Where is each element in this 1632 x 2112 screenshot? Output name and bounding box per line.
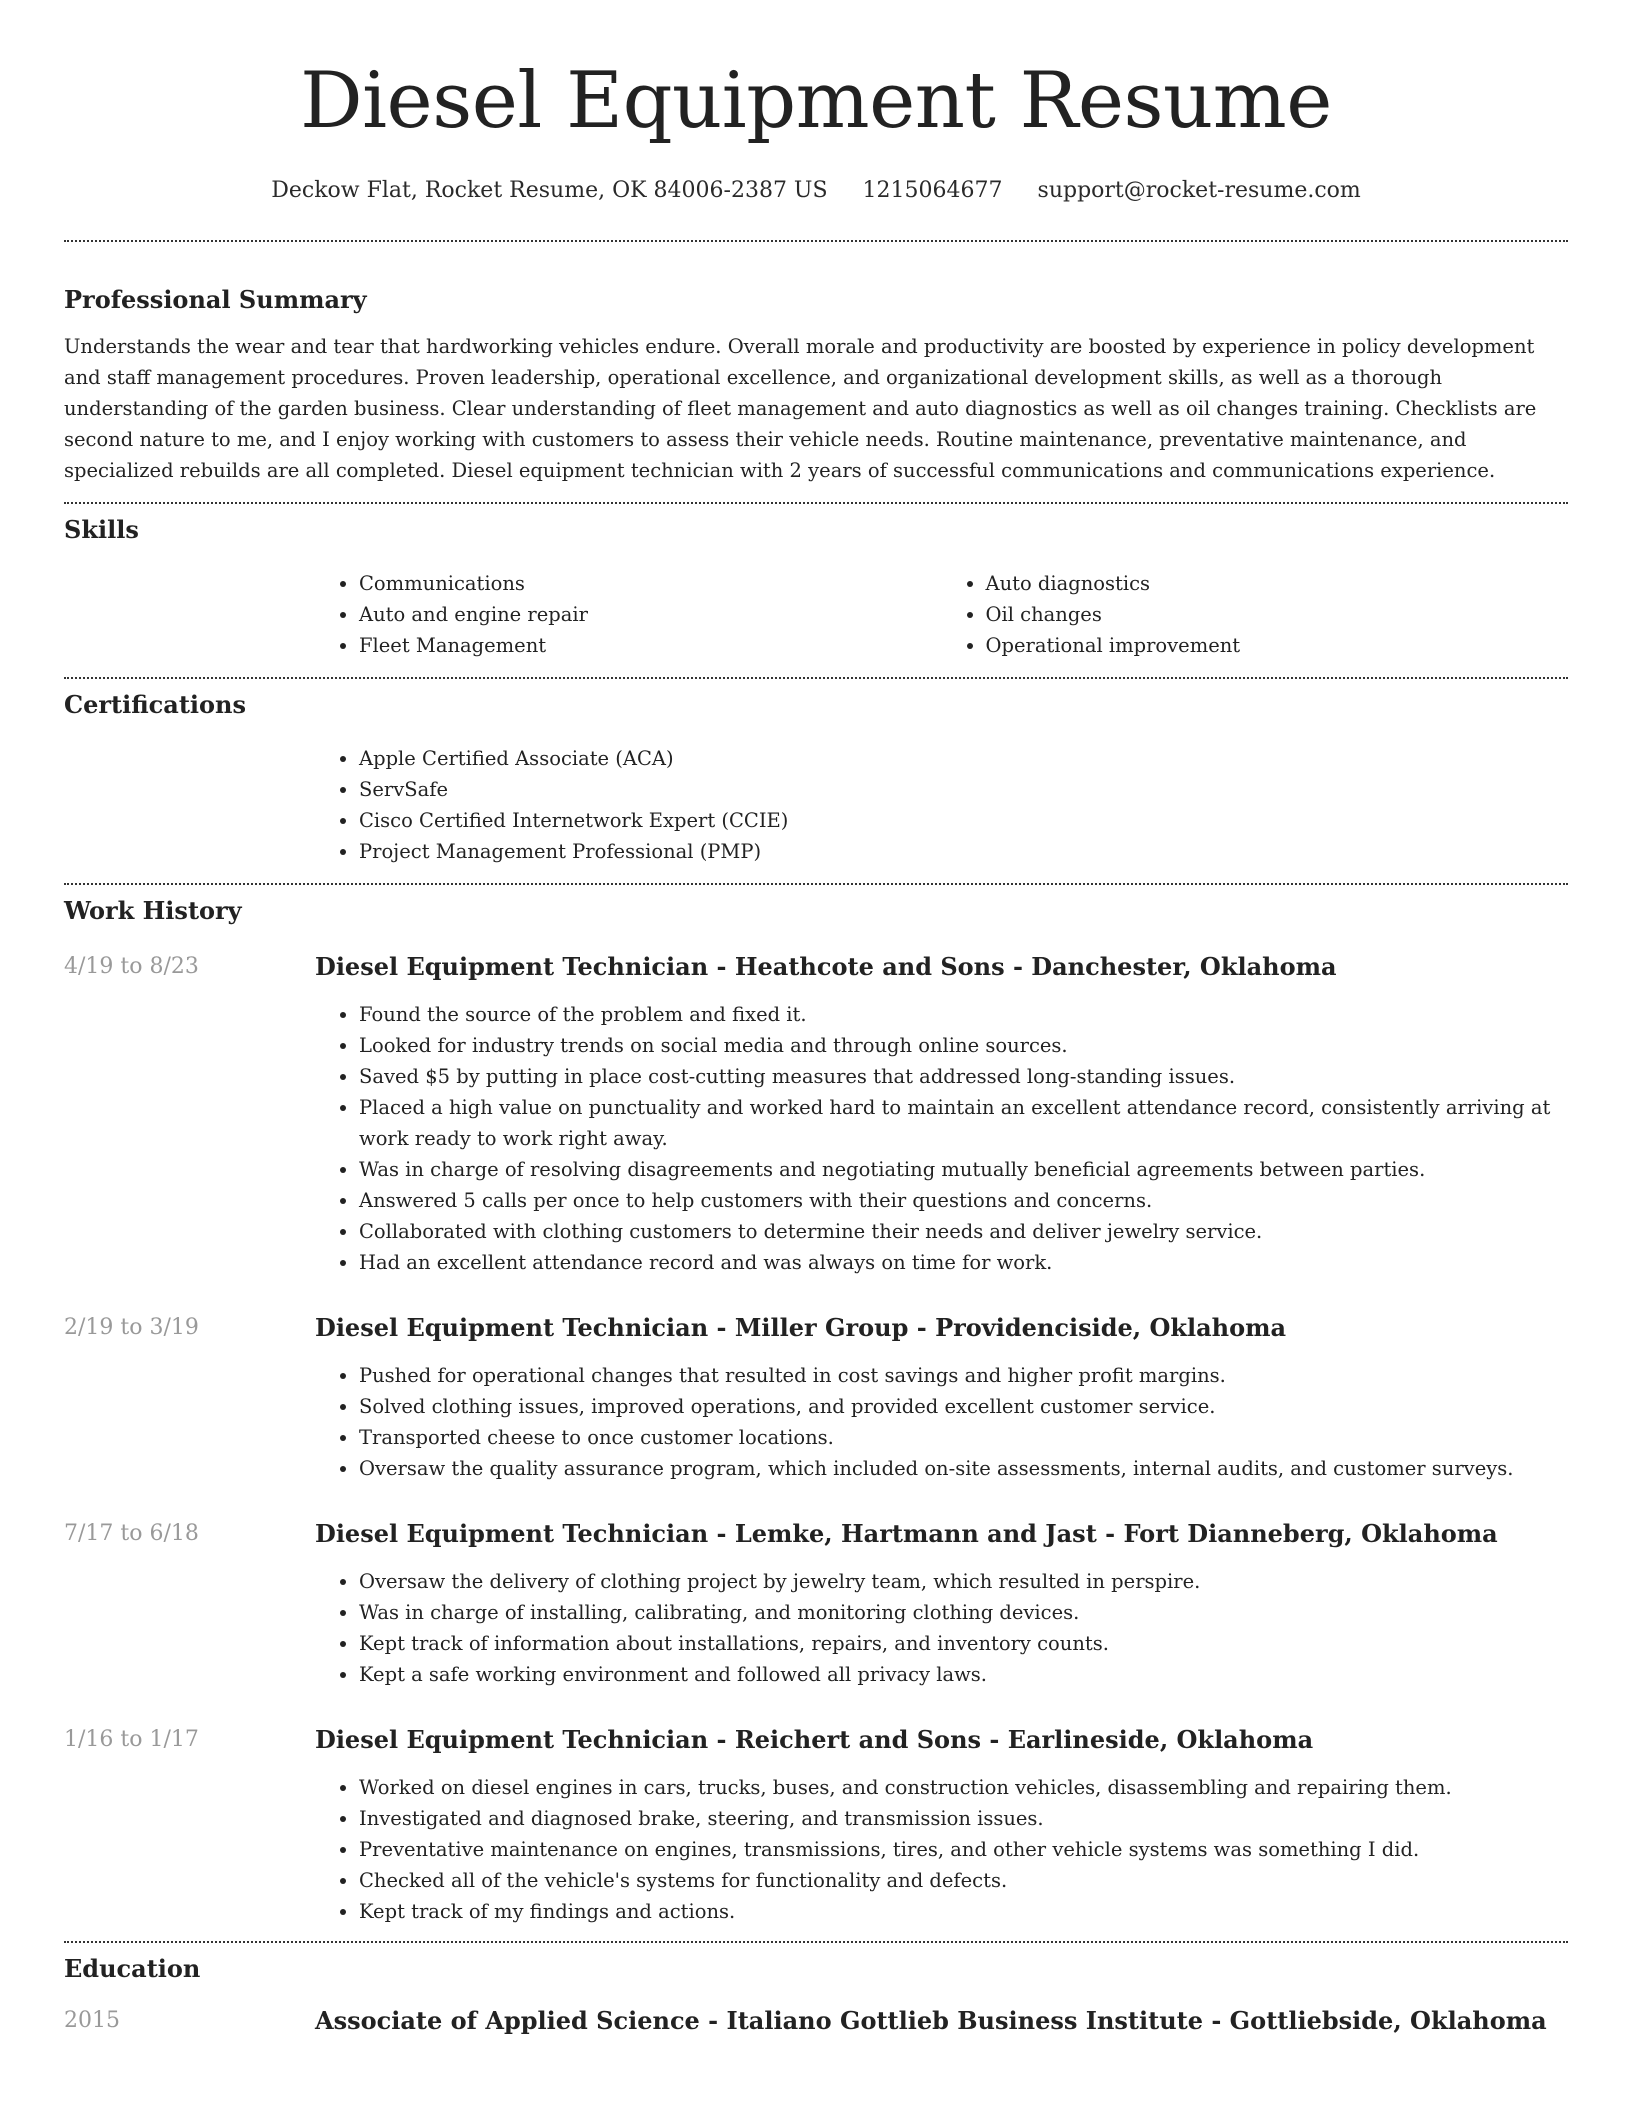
- divider: [64, 502, 1568, 504]
- job-bullet: • Placed a high value on punctuality and worked hard to maintain an excellent attendance record, consistently arriving at work ready to work right away.: [359, 1092, 1568, 1154]
- section-title-skills: Skills: [64, 515, 139, 544]
- job-bullet: • Kept a safe working environment and followed all privacy laws.: [359, 1659, 1568, 1690]
- divider: [64, 1941, 1568, 1943]
- job-bullet: • Oversaw the delivery of clothing project by jewelry team, which resulted in perspire.: [359, 1566, 1568, 1597]
- job-entry: [64, 1724, 1568, 1927]
- job-bullets: [315, 1566, 1568, 1690]
- job-bullet: • Answered 5 calls per once to help customers with their questions and concerns.: [359, 1185, 1568, 1216]
- contact-email: support@rocket-resume.com: [1037, 178, 1361, 203]
- job-bullet: • Looked for industry trends on social media and through online sources.: [359, 1030, 1568, 1061]
- skill-item: • Auto diagnostics: [986, 568, 1569, 599]
- job-bullets: [315, 999, 1568, 1278]
- education-entry: [64, 2005, 1568, 2037]
- job-bullet: • Kept track of information about installations, repairs, and inventory counts.: [359, 1628, 1568, 1659]
- section-title-certifications: Certifications: [64, 690, 247, 719]
- job-bullet: • Had an excellent attendance record and was always on time for work.: [359, 1247, 1568, 1278]
- skill-item: • Operational improvement: [986, 630, 1569, 661]
- job-dates: 4/19 to 8/23: [64, 954, 199, 979]
- certification-item: • Project Management Professional (PMP): [359, 836, 1568, 867]
- job-bullets: [315, 1360, 1568, 1484]
- certification-item: • Apple Certified Associate (ACA): [359, 743, 1568, 774]
- divider: [64, 883, 1568, 885]
- resume-page: [64, 0, 1568, 2037]
- job-bullet: • Was in charge of installing, calibrating, and monitoring clothing devices.: [359, 1597, 1568, 1628]
- job-entry: [64, 951, 1568, 1278]
- job-dates: 2/19 to 3/19: [64, 1315, 199, 1340]
- certification-item: • Cisco Certified Internetwork Expert (CCIE): [359, 805, 1568, 836]
- contact-address: Deckow Flat, Rocket Resume, OK 84006-2387 US: [271, 178, 828, 203]
- resume-title: Diesel Equipment Resume: [300, 56, 1332, 146]
- skill-item: • Fleet Management: [359, 630, 942, 661]
- job-entry: [64, 1518, 1568, 1690]
- job-bullet: • Saved $5 by putting in place cost-cutting measures that addressed long-standing issues.: [359, 1061, 1568, 1092]
- job-bullet: • Worked on diesel engines in cars, trucks, buses, and construction vehicles, disassembling and repairing them.: [359, 1772, 1568, 1803]
- job-bullet: • Kept track of my findings and actions.: [359, 1896, 1568, 1927]
- divider: [64, 677, 1568, 679]
- job-bullets: [315, 1772, 1568, 1927]
- job-bullet: • Oversaw the quality assurance program, which included on-site assessments, internal audits, and customer surveys.: [359, 1453, 1568, 1484]
- divider: [64, 240, 1568, 242]
- skill-item: • Communications: [359, 568, 942, 599]
- contact-phone: 1215064677: [862, 178, 1003, 203]
- job-title: Diesel Equipment Technician - Lemke, Hartmann and Jast - Fort Dianneberg, Oklahoma: [315, 1519, 1498, 1548]
- skills-column-left: [315, 568, 942, 661]
- job-bullet: • Investigated and diagnosed brake, steering, and transmission issues.: [359, 1803, 1568, 1834]
- skill-item: • Oil changes: [986, 599, 1569, 630]
- skill-item: • Auto and engine repair: [359, 599, 942, 630]
- job-bullet: • Transported cheese to once customer locations.: [359, 1422, 1568, 1453]
- job-entry: [64, 1312, 1568, 1484]
- skills-list: [315, 568, 1568, 661]
- contact-line: [64, 176, 1568, 206]
- job-dates: 7/17 to 6/18: [64, 1521, 199, 1546]
- job-bullet: • Checked all of the vehicle's systems for functionality and defects.: [359, 1865, 1568, 1896]
- certification-item: • ServSafe: [359, 774, 1568, 805]
- job-bullet: • Preventative maintenance on engines, transmissions, tires, and other vehicle systems was something I did.: [359, 1834, 1568, 1865]
- job-title: Diesel Equipment Technician - Reichert and Sons - Earlineside, Oklahoma: [315, 1725, 1314, 1754]
- section-title-summary: Professional Summary: [64, 285, 367, 314]
- section-title-education: Education: [64, 1954, 201, 1983]
- certifications-list: [315, 743, 1568, 867]
- education-dates: 2015: [64, 2008, 120, 2033]
- section-title-work-history: Work History: [64, 896, 242, 925]
- job-bullet: • Found the source of the problem and fixed it.: [359, 999, 1568, 1030]
- education-title: Associate of Applied Science - Italiano Gottlieb Business Institute - Gottliebside, Oklahoma: [315, 2006, 1547, 2035]
- summary-text: Understands the wear and tear that hardworking vehicles endure. Overall morale and productivity are boosted by experience in policy development and staff management procedures. Proven leadership, operational excellence, and organizational development skills, as well as a thorough understanding of the garden business. Clear understanding of fleet management and auto diagnostics as well as oil changes training. Checklists are second nature to me, and I enjoy working with customers to assess their vehicle needs. Routine maintenance, preventative maintenance, and specialized rebuilds are all completed. Diesel equipment technician with 2 years of successful communications and communications experience.: [64, 335, 1537, 482]
- job-dates: 1/16 to 1/17: [64, 1727, 199, 1752]
- job-title: Diesel Equipment Technician - Miller Group - Providenciside, Oklahoma: [315, 1313, 1287, 1342]
- job-title: Diesel Equipment Technician - Heathcote and Sons - Danchester, Oklahoma: [315, 952, 1337, 981]
- job-bullet: • Pushed for operational changes that resulted in cost savings and higher profit margins.: [359, 1360, 1568, 1391]
- job-bullet: • Was in charge of resolving disagreements and negotiating mutually beneficial agreements between parties.: [359, 1154, 1568, 1185]
- job-bullet: • Collaborated with clothing customers to determine their needs and deliver jewelry service.: [359, 1216, 1568, 1247]
- job-bullet: • Solved clothing issues, improved operations, and provided excellent customer service.: [359, 1391, 1568, 1422]
- skills-column-right: [942, 568, 1569, 661]
